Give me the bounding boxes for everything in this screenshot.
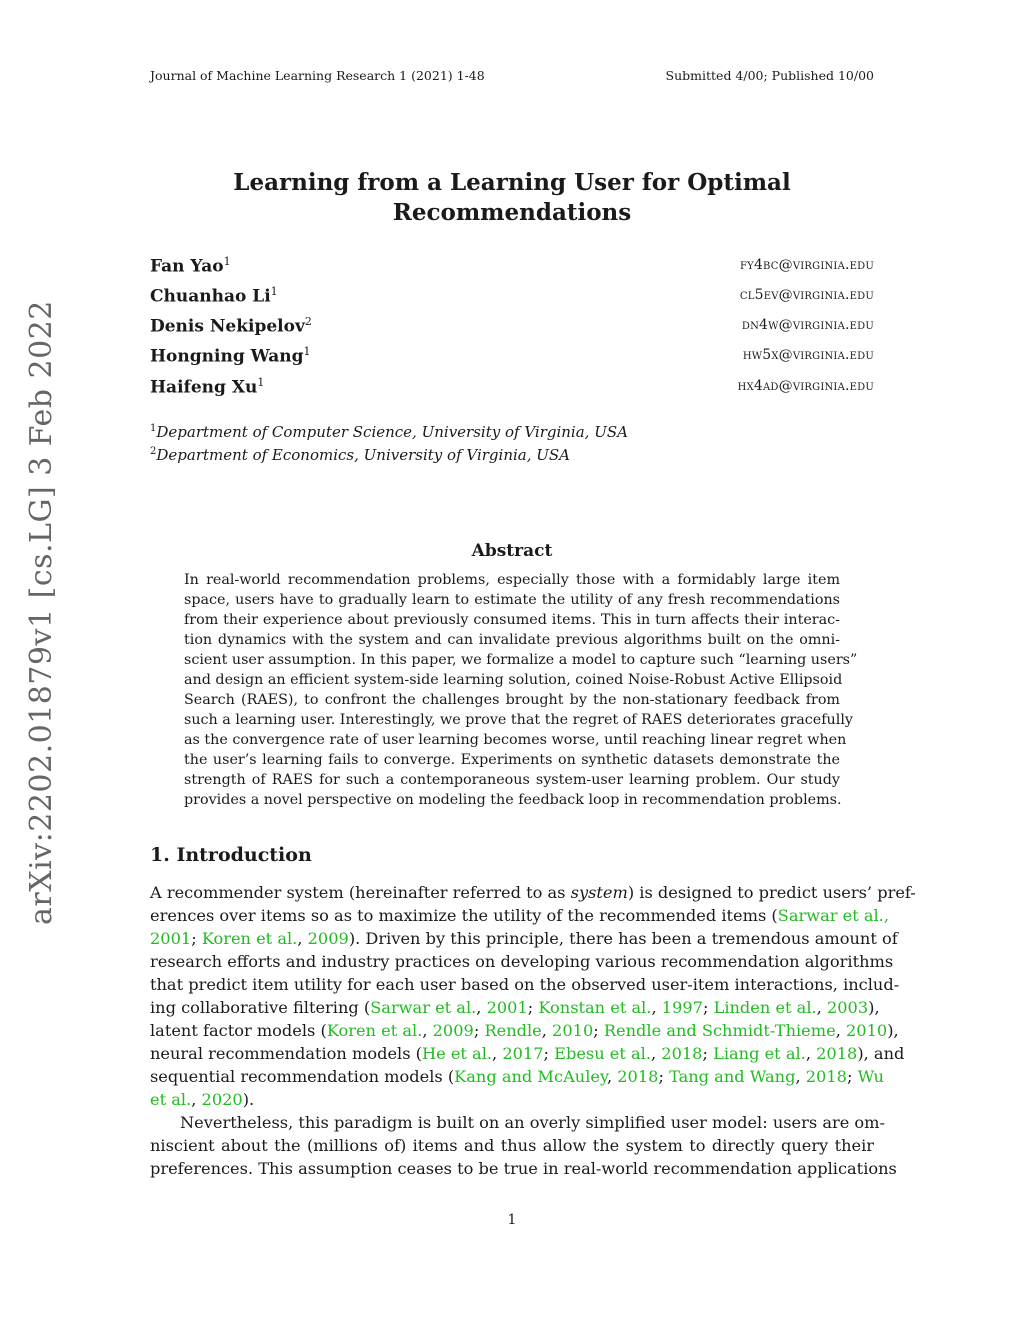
abstract-line: tion dynamics with the system and can invalidate previous algorithms built on the omni- [184, 632, 840, 648]
citation-link[interactable]: 1997 [661, 998, 703, 1017]
body-line: latent factor models (Koren et al., 2009; Rendle, 2010; Rendle and Schmidt-Thieme, 2010), [150, 1021, 899, 1040]
citation-link[interactable]: 2003 [826, 998, 869, 1017]
citation-link[interactable]: Liang et al. [713, 1044, 806, 1063]
paper-title-line: Recommendations [392, 199, 632, 226]
running-header-journal: Journal of Machine Learning Research 1 (2021) 1-48 [150, 68, 485, 83]
citation-link[interactable]: Ebesu et al. [554, 1044, 651, 1063]
author-name: Haifeng Xu$^1$ [150, 376, 265, 398]
citation-link[interactable]: 2017 [502, 1044, 544, 1063]
body-line: ing collaborative filtering (Sarwar et al., 2001; Konstan et al., 1997; Linden et al., 2003), [150, 998, 880, 1017]
abstract-line: In real-world recommendation problems, especially those with a formidably large item [184, 572, 840, 588]
abstract-heading: Abstract [471, 541, 553, 561]
abstract-line: space, users have to gradually learn to estimate the utility of any fresh recommendations [184, 592, 840, 608]
citation-link[interactable]: 2018 [617, 1067, 659, 1086]
citation-link[interactable]: Rendle [484, 1021, 542, 1040]
paper-title [150, 168, 874, 228]
citation-link[interactable]: Koren et al. [201, 929, 298, 948]
body-line: 2001; Koren et al., 2009). Driven by this principle, there has been a tremendous amount of [150, 929, 898, 948]
arxiv-stamp: arXiv:2202.01879v1 [cs.LG] 3 Feb 2022 [24, 300, 59, 925]
paper-title-line: Learning from a Learning User for Optimal [233, 169, 791, 196]
citation-link[interactable]: Konstan et al. [538, 998, 652, 1017]
author-email[interactable]: dn4w@virginia.edu [741, 317, 874, 333]
abstract-line: and design an efficient system-side learning solution, coined Noise-Robust Active Ellipsoid [184, 672, 843, 688]
abstract-line: provides a novel perspective on modeling the feedback loop in recommendation problems. [184, 792, 842, 808]
citation-link[interactable]: 2009 [432, 1021, 474, 1040]
citation-link[interactable]: 2018 [816, 1044, 858, 1063]
citation-link[interactable]: 2001 [150, 929, 192, 948]
citation-link[interactable]: Tang and Wang [669, 1067, 796, 1086]
citation-link[interactable]: 2010 [552, 1021, 594, 1040]
section-heading: 1. Introduction [150, 844, 312, 866]
body-line: niscient about the (millions of) items and thus allow the system to directly query their [150, 1136, 874, 1155]
citation-link[interactable]: Koren et al. [326, 1021, 423, 1040]
body-line: research efforts and industry practices on developing various recommendation algorithms [150, 952, 894, 971]
author-row [150, 315, 874, 337]
citation-link[interactable]: 2018 [661, 1044, 703, 1063]
citation-link[interactable]: 2018 [805, 1067, 847, 1086]
abstract-line: from their experience about previously consumed items. This in turn affects their interac- [184, 612, 840, 628]
author-row [150, 255, 874, 277]
citation-link[interactable]: 2001 [486, 998, 528, 1017]
citation-link[interactable]: 2020 [201, 1090, 243, 1109]
citation-link[interactable]: He et al. [421, 1044, 493, 1063]
affiliation: $^1$Department of Computer Science, University of Virginia, USA [150, 423, 628, 441]
author-email[interactable]: hx4ad@virginia.edu [737, 378, 874, 394]
body-line: Nevertheless, this paradigm is built on an overly simplified user model: users are om- [180, 1113, 886, 1132]
citation-link[interactable]: et al. [150, 1090, 192, 1109]
author-email[interactable]: hw5x@virginia.edu [742, 347, 874, 363]
author-name: Hongning Wang$^1$ [150, 345, 311, 367]
body-line: sequential recommendation models (Kang and McAuley, 2018; Tang and Wang, 2018; Wu [150, 1067, 884, 1086]
abstract-line: such a learning user. Interestingly, we prove that the regret of RAES deteriorates gracefully [184, 712, 853, 728]
author-row [150, 285, 874, 307]
running-header-submission: Submitted 4/00; Published 10/00 [665, 68, 874, 83]
body-line: et al., 2020). [150, 1090, 255, 1109]
citation-link[interactable]: Sarwar et al. [370, 998, 477, 1017]
abstract-line: strength of RAES for such a contemporaneous system-user learning problem. Our study [184, 772, 840, 788]
abstract-line: Search (RAES), to confront the challenges brought by the non-stationary feedback from [184, 692, 840, 708]
abstract-line: the user’s learning fails to converge. Experiments on synthetic datasets demonstrate the [184, 752, 840, 768]
body-line: that predict item utility for each user based on the observed user-item interactions, includ- [150, 975, 900, 994]
author-row [150, 345, 874, 367]
body-line: preferences. This assumption ceases to be true in real-world recommendation applications [150, 1159, 897, 1178]
author-name: Fan Yao$^1$ [150, 255, 231, 277]
citation-link[interactable]: Linden et al. [713, 998, 817, 1017]
citation-link[interactable]: 2009 [307, 929, 349, 948]
author-name: Chuanhao Li$^1$ [150, 285, 278, 307]
body-line: neural recommendation models (He et al., 2017; Ebesu et al., 2018; Liang et al., 2018), and [150, 1044, 905, 1063]
body-line: erences over items so as to maximize the utility of the recommended items (Sarwar et al., [150, 906, 889, 925]
citation-link[interactable]: Sarwar et al., [777, 906, 889, 925]
author-email[interactable]: fy4bc@virginia.edu [740, 257, 874, 273]
author-email[interactable]: cl5ev@virginia.edu [739, 287, 874, 303]
abstract-line: as the convergence rate of user learning becomes worse, until reaching linear regret when [184, 732, 847, 748]
author-name: Denis Nekipelov$^2$ [150, 315, 312, 337]
abstract-line: scient user assumption. In this paper, we formalize a model to capture such “learning users” [184, 652, 858, 668]
affiliation: $^2$Department of Economics, University of Virginia, USA [150, 446, 571, 464]
citation-link[interactable]: Rendle and Schmidt-Thieme [603, 1021, 836, 1040]
citation-link[interactable]: Wu [857, 1067, 884, 1086]
author-row [150, 376, 874, 398]
page-number: 1 [507, 1212, 517, 1228]
body-line: A recommender system (hereinafter referred to as system) is designed to predict users’ pref- [150, 883, 916, 902]
citation-link[interactable]: Kang and McAuley [454, 1067, 607, 1086]
citation-link[interactable]: 2010 [845, 1021, 888, 1040]
